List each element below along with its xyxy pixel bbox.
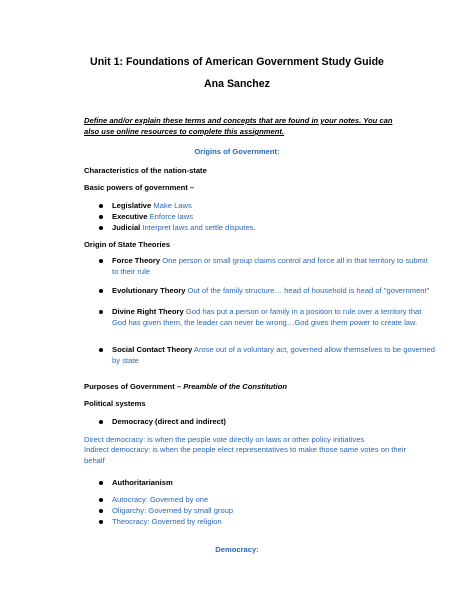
- bullet-icon: [99, 420, 103, 424]
- theory-evolutionary: Evolutionary Theory Out of the family structure… head of household is head of "government": [112, 286, 430, 295]
- theory-social-contract: Social Contact Theory Arose out of a voluntary act, governed allow themselves to be governed by state: [112, 345, 435, 365]
- bullet-icon: [99, 509, 103, 513]
- bullet-icon: [99, 520, 103, 524]
- instructions: Define and/or explain these terms and concepts that are found in your notes. You can also use online resources to complete this assignment.: [84, 116, 393, 136]
- origins-heading: Origins of Government:: [194, 147, 280, 156]
- purposes-heading: Purposes of Government – Preamble of the Constitution: [84, 382, 287, 391]
- democracy-heading: Democracy:: [215, 545, 259, 554]
- indirect-democracy-text: Indirect democracy: is when the people elect representatives to make those same votes on their behalf: [84, 445, 407, 465]
- power-item-legislative: Legislative Make Laws: [112, 201, 192, 210]
- democracy-item: Democracy (direct and indirect): [112, 417, 226, 426]
- document-title: Unit 1: Foundations of American Government Study Guide: [90, 56, 384, 68]
- theory-divine-right: Divine Right Theory God has put a person or family in a position to rule over a territory that God has given them, the leader can never be wrong…God gives them power to create law.: [112, 307, 422, 327]
- power-item-judicial: Judicial Interpret laws and settle disputes.: [112, 223, 256, 232]
- characteristics-heading: Characteristics of the nation-state: [84, 166, 207, 175]
- bullet-icon: [99, 259, 103, 263]
- political-systems-heading: Political systems: [84, 399, 146, 408]
- theory-force: Force Theory One person or small group claims control and force all in that territory to submit to their rule: [112, 256, 428, 276]
- author-name: Ana Sanchez: [204, 78, 270, 90]
- bullet-icon: [99, 289, 103, 293]
- basic-powers-heading: Basic powers of government –: [84, 183, 195, 192]
- bullet-icon: [99, 204, 103, 208]
- bullet-icon: [99, 310, 103, 314]
- bullet-icon: [99, 348, 103, 352]
- bullet-icon: [99, 215, 103, 219]
- bullet-icon: [99, 226, 103, 230]
- bullet-icon: [99, 498, 103, 502]
- auth-type-autocracy: Autocracy: Governed by one: [112, 495, 209, 504]
- authoritarianism-item: Authoritarianism: [112, 478, 173, 487]
- origin-state-heading: Origin of State Theories: [84, 240, 171, 249]
- power-item-executive: Executive Enforce laws: [112, 212, 194, 221]
- auth-type-theocracy: Theocracy: Governed by religion: [112, 517, 222, 526]
- bullet-icon: [99, 481, 103, 485]
- auth-type-oligarchy: Oligarchy: Governed by small group: [112, 506, 234, 515]
- direct-democracy-text: Direct democracy: is when the people vote directly on laws or other policy initiatives: [84, 435, 365, 444]
